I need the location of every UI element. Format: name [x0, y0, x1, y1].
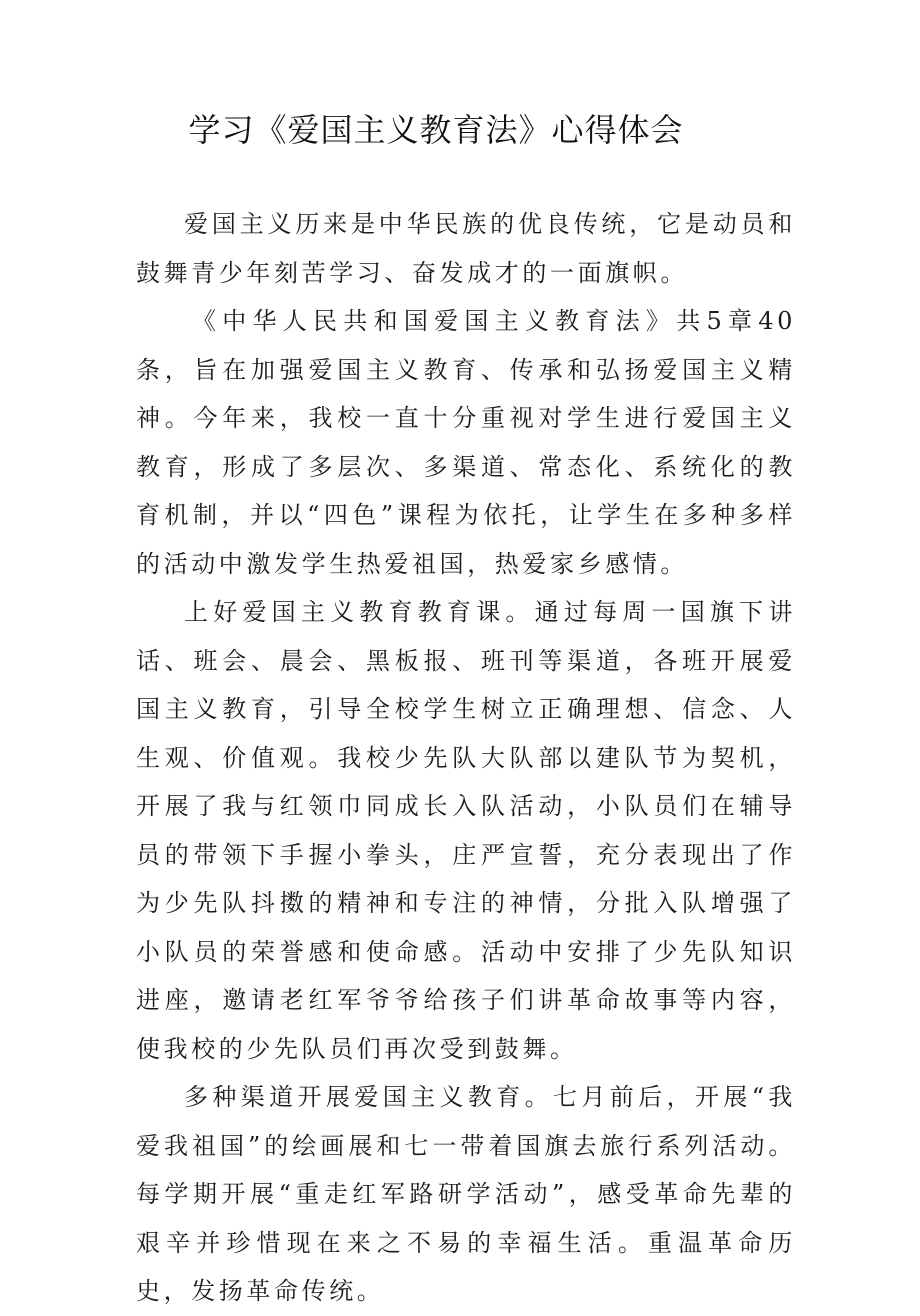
- paragraph: 《中华人民共和国爱国主义教育法》共5章40条，旨在加强爱国主义教育、传承和弘扬爱国主义精神。今年来，我校一直十分重视对学生进行爱国主义教育，形成了多层次、多渠道、常态化、系统化的教育机制，并以“四色”课程为依托，让学生在多种多样的活动中激发学生热爱祖国，热爱家乡感情。: [136, 307, 796, 578]
- document-title: 学习《爱国主义教育法》心得体会: [188, 111, 684, 149]
- paragraph: 上好爱国主义教育教育课。通过每周一国旗下讲话、班会、晨会、黑板报、班刊等渠道，各班开展爱国主义教育，引导全校学生树立正确理想、信念、人生观、价值观。我校少先队大队部以建队节为契机，开展了我与红领巾同成长入队活动，小队员们在辅导员的带领下手握小拳头，庄严宣誓，充分表现出了作为少先队抖擞的精神和专注的神情，分批入队增强了小队员的荣誉感和使命感。活动中安排了少先队知识进座，邀请老红军爷爷给孩子们讲革命故事等内容，使我校的少先队员们再次受到鼓舞。: [136, 598, 796, 1063]
- paragraph: 多种渠道开展爱国主义教育。七月前后，开展“我爱我祖国”的绘画展和七一带着国旗去旅行系列活动。每学期开展“重走红军路研学活动”，感受革命先辈的艰辛并珍惜现在来之不易的幸福生活。重温革命历史，发扬革命传统。: [136, 1083, 796, 1305]
- document-body: [136, 200, 796, 1316]
- paragraph: 爱国主义历来是中华民族的优良传统，它是动员和鼓舞青少年刻苦学习、奋发成才的一面旗帜。: [136, 210, 796, 287]
